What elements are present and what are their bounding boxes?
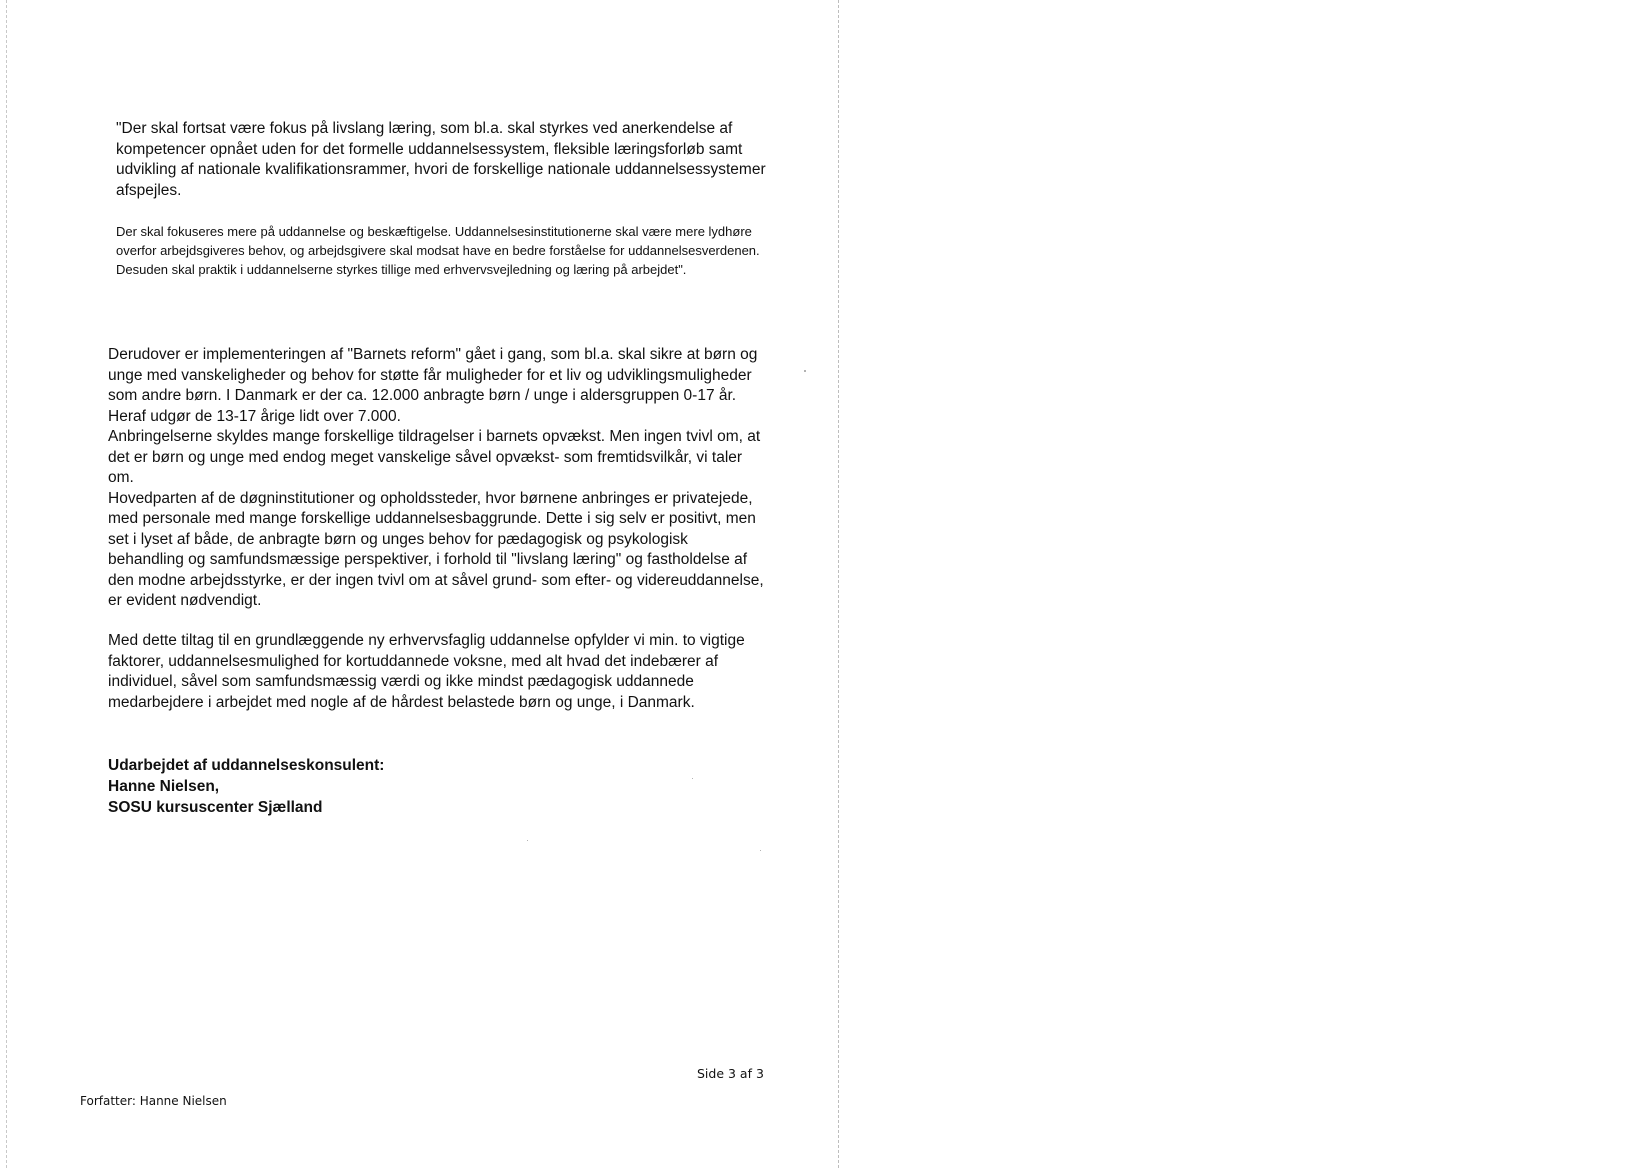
scan-speck — [527, 840, 528, 841]
scan-speck — [760, 850, 761, 851]
body-paragraph-3: Hovedparten af de døgninstitutioner og opholdssteder, hvor børnene anbringes er privatejede, med personale med mange forskellige uddannelsesbaggrunde. Dette i sig selv er positivt, men set i lyset af både, de anbragte børn og unges behov for pædagogisk og psykologisk behandling og samfundsmæssige perspektiver, i forhold til "livslang læring" og fastholdelse af den modne arbejdsstyrke, er der ingen tvivl om at såvel grund- som efter- og videreuddannelse, er evident nødvendigt. — [108, 489, 764, 609]
scan-fold-line — [838, 0, 839, 1168]
quote-block-small — [116, 222, 766, 279]
signature-line-organization: SOSU kursuscenter Sjælland — [108, 799, 323, 816]
quote-block — [116, 119, 776, 201]
signature-block — [108, 755, 608, 818]
body-paragraph-1: Derudover er implementeringen af "Barnets reform" gået i gang, som bl.a. skal sikre at børn og unge med vanskeligheder og behov for støtte får muligheder for et liv og udviklingsmuligheder som andre børn. I Danmark er der ca. 12.000 anbragte børn / unge i aldersgruppen 0-17 år. Heraf udgør de 13-17 årige lidt over 7.000. — [108, 346, 758, 425]
body-text — [108, 345, 768, 612]
page-number: Side 3 af 3 — [697, 1066, 764, 1081]
conclusion-text — [108, 631, 768, 713]
footer-author: Forfatter: Hanne Nielsen — [80, 1094, 227, 1108]
scan-speck — [692, 778, 693, 779]
signature-line-role: Udarbejdet af uddannelseskonsulent: — [108, 757, 385, 774]
quote-paragraph-1: "Der skal fortsat være fokus på livslang læring, som bl.a. skal styrkes ved anerkendelse af kompetencer opnået uden for det formelle uddannelsessystem, fleksible læringsforløb samt udvikling af nationale kvalifikationsrammer, hvori de forskellige nationale uddannelsessystemer afspejles. — [116, 120, 766, 199]
scan-speck — [804, 370, 806, 372]
body-paragraph-2: Anbringelserne skyldes mange forskellige tildragelser i barnets opvækst. Men ingen tvivl om, at det er børn og unge med endog meget vanskelige såvel opvækst- som fremtidsvilkår, vi taler om. — [108, 428, 761, 486]
body-paragraph-4: Med dette tiltag til en grundlæggende ny erhvervsfaglig uddannelse opfylder vi min. to vigtige faktorer, uddannelsesmulighed for kortuddannede voksne, med alt hvad det indebærer af individuel, såvel som samfundsmæssig værdi og ikke mindst pædagogisk uddannede medarbejdere i arbejdet med nogle af de hårdest belastede børn og unge, i Danmark. — [108, 632, 745, 711]
quote-paragraph-2: Der skal fokuseres mere på uddannelse og beskæftigelse. Uddannelsesinstitutionerne skal være mere lydhøre overfor arbejdsgiveres behov, og arbejdsgivere skal modsat have en bedre forståelse for uddannelsesverdenen. Desuden skal praktik i uddannelserne styrkes tillige med erhvervsvejledning og læring på arbejdet". — [116, 224, 760, 277]
signature-line-name: Hanne Nielsen, — [108, 778, 220, 795]
